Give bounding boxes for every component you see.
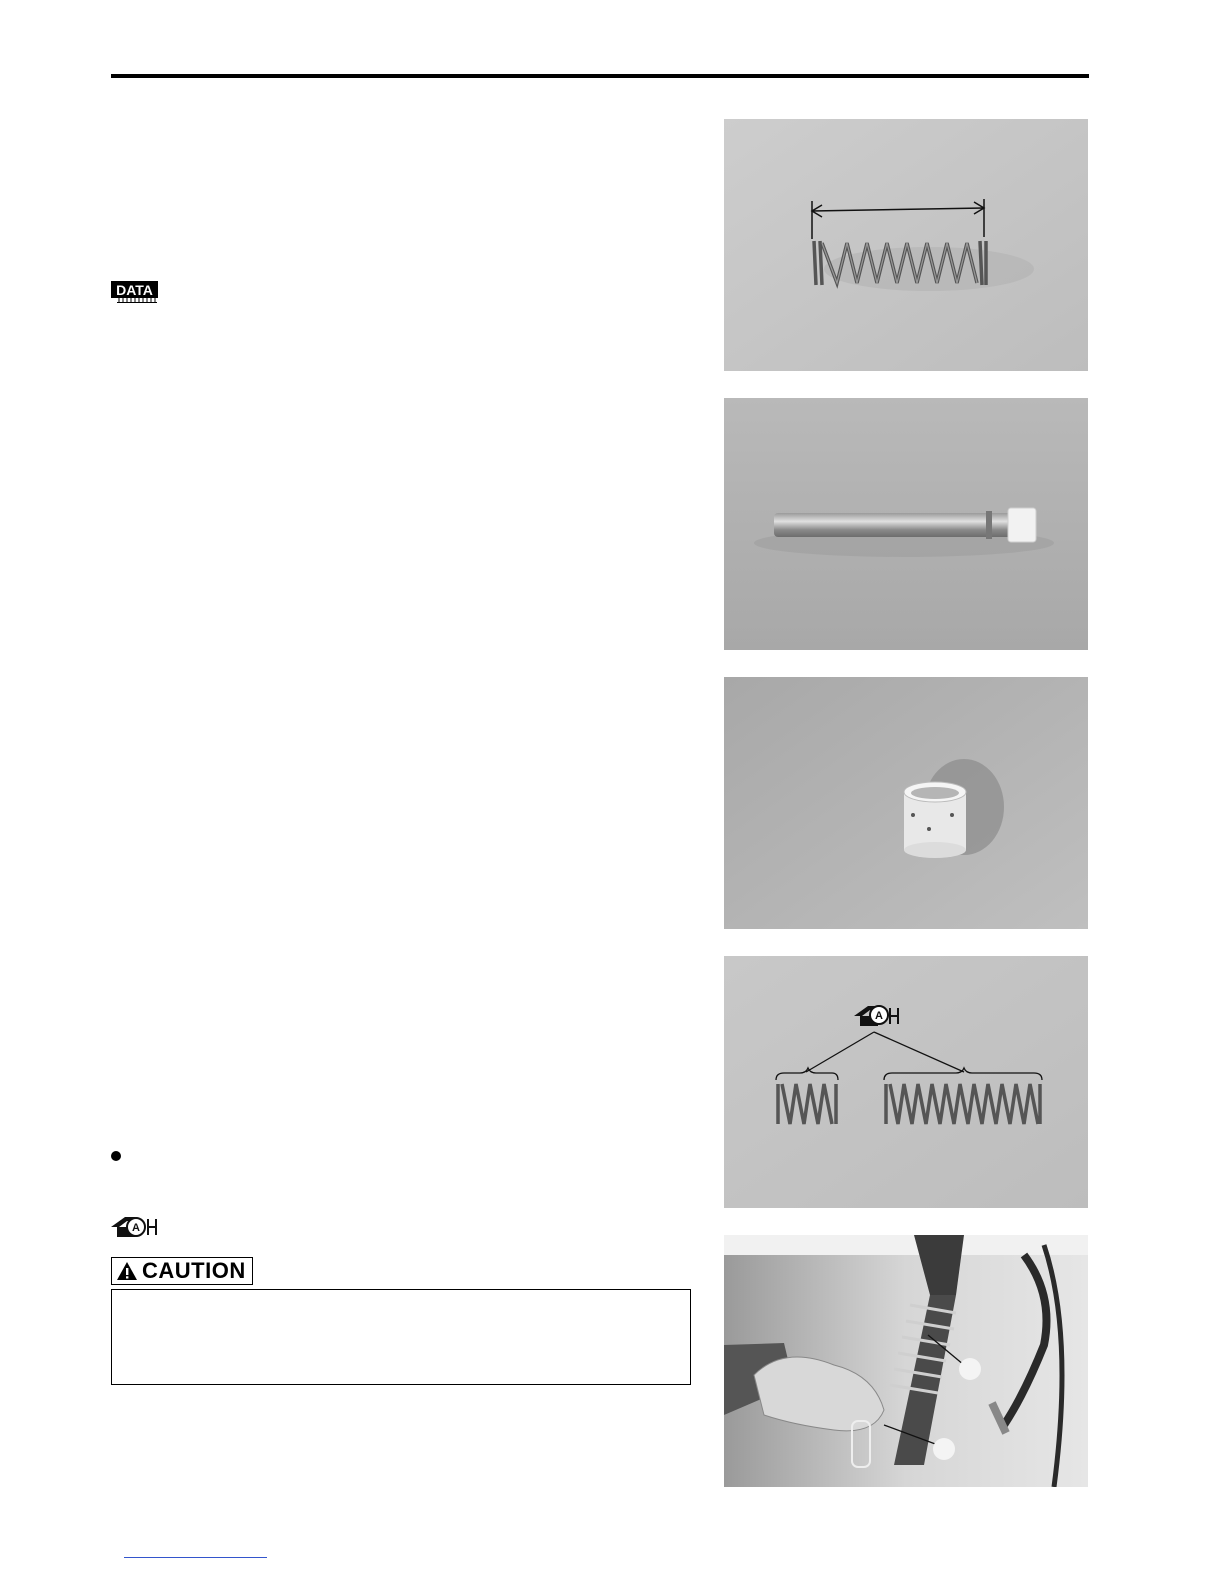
caution-label — [111, 1257, 253, 1285]
grease-icon — [111, 1213, 159, 1239]
svg-text:A: A — [875, 1010, 883, 1022]
data-spec-icon — [111, 281, 158, 303]
header-rule — [111, 74, 1089, 78]
photo-damper-rod — [724, 398, 1088, 650]
photo-spring-free-length — [724, 119, 1088, 371]
caution-text: CAUTION — [142, 1258, 246, 1283]
svg-text:A: A — [132, 1222, 140, 1234]
photo-spring-guide — [724, 677, 1088, 929]
photo-springs-grease — [724, 956, 1088, 1208]
footer-link-underline[interactable] — [124, 1557, 267, 1558]
caution-box — [111, 1289, 691, 1385]
svg-text:DATA: DATA — [116, 282, 153, 298]
photo-spring-installation — [724, 1235, 1088, 1487]
warning-triangle-icon — [116, 1261, 138, 1281]
bullet-icon — [111, 1151, 121, 1161]
